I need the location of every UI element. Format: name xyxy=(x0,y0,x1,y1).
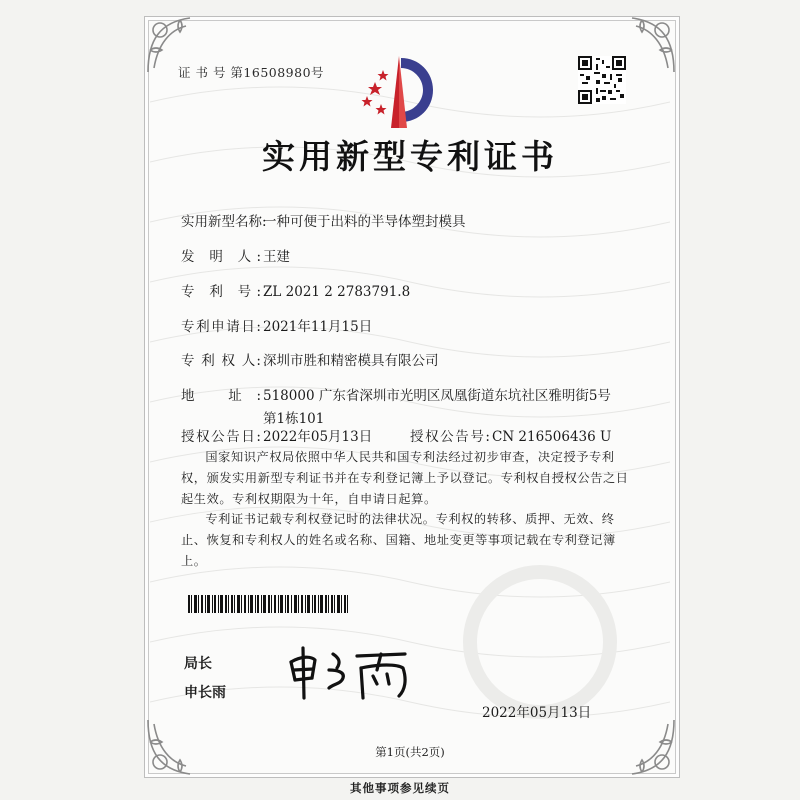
address-row xyxy=(181,384,611,427)
field-label: 实用新型名称: xyxy=(181,214,267,230)
patentee: 深圳市胜和精密模具有限公司 xyxy=(263,353,439,369)
utility-model-name-row xyxy=(181,210,466,230)
field-label: 专 利 权 人: xyxy=(181,353,261,369)
field-label: 专 利 号: xyxy=(181,284,261,300)
certificate-number: 证 书 号 第16508980号 xyxy=(178,65,325,80)
certificate-title: 实用新型专利证书 xyxy=(262,137,558,176)
patentee-row xyxy=(181,349,439,369)
body-paragraph-2: 专利证书记载专利权登记时的法律状况。专利权的转移、质押、无效、终止、恢复和专利权人的姓名或名称、国籍、地址变更等事项记载在专利登记簿上。 xyxy=(181,512,616,568)
footer-note: 其他事项参见续页 xyxy=(350,781,450,795)
patent-number: ZL 2021 2 2783791.8 xyxy=(263,284,411,300)
director-name: 申长雨 xyxy=(184,685,226,701)
filing-date-row xyxy=(181,315,372,335)
field-label: 授权公告日: xyxy=(181,429,261,445)
grant-number-row xyxy=(410,425,611,445)
grant-date-row xyxy=(181,425,372,445)
address-line-1: 518000 广东省深圳市光明区凤凰街道东坑社区雅明街5号 xyxy=(263,388,611,404)
field-label: 地 址: xyxy=(181,388,261,404)
handwritten-signature xyxy=(285,640,415,702)
grant-number: CN 216506436 U xyxy=(492,429,612,445)
inventor-row xyxy=(181,245,290,265)
filing-date: 2021年11月15日 xyxy=(263,319,373,335)
field-label: 专利申请日: xyxy=(181,319,261,335)
utility-model-name: 一种可便于出料的半导体塑封模具 xyxy=(263,214,466,230)
issue-date: 2022年05月13日 xyxy=(482,705,592,721)
inventor: 王建 xyxy=(263,249,290,265)
field-label: 授权公告号: xyxy=(410,429,490,445)
field-label: 发 明 人: xyxy=(181,249,261,265)
page-number: 第1页(共2页) xyxy=(375,745,445,759)
qr-code-icon xyxy=(578,56,626,104)
barcode-icon xyxy=(188,595,348,613)
address-line-2: 第1栋101 xyxy=(263,411,325,427)
patent-number-row xyxy=(181,280,410,300)
body-paragraph-1: 国家知识产权局依照中华人民共和国专利法经过初步审查，决定授予专利权，颁发实用新型专利证书并在专利登记簿上予以登记。专利权自授权公告之日起生效。专利权期限为十年，自申请日起算。 xyxy=(181,450,629,506)
director-title: 局长 xyxy=(184,656,212,672)
grant-date: 2022年05月13日 xyxy=(263,429,373,445)
cnipa-emblem-icon xyxy=(355,48,445,138)
